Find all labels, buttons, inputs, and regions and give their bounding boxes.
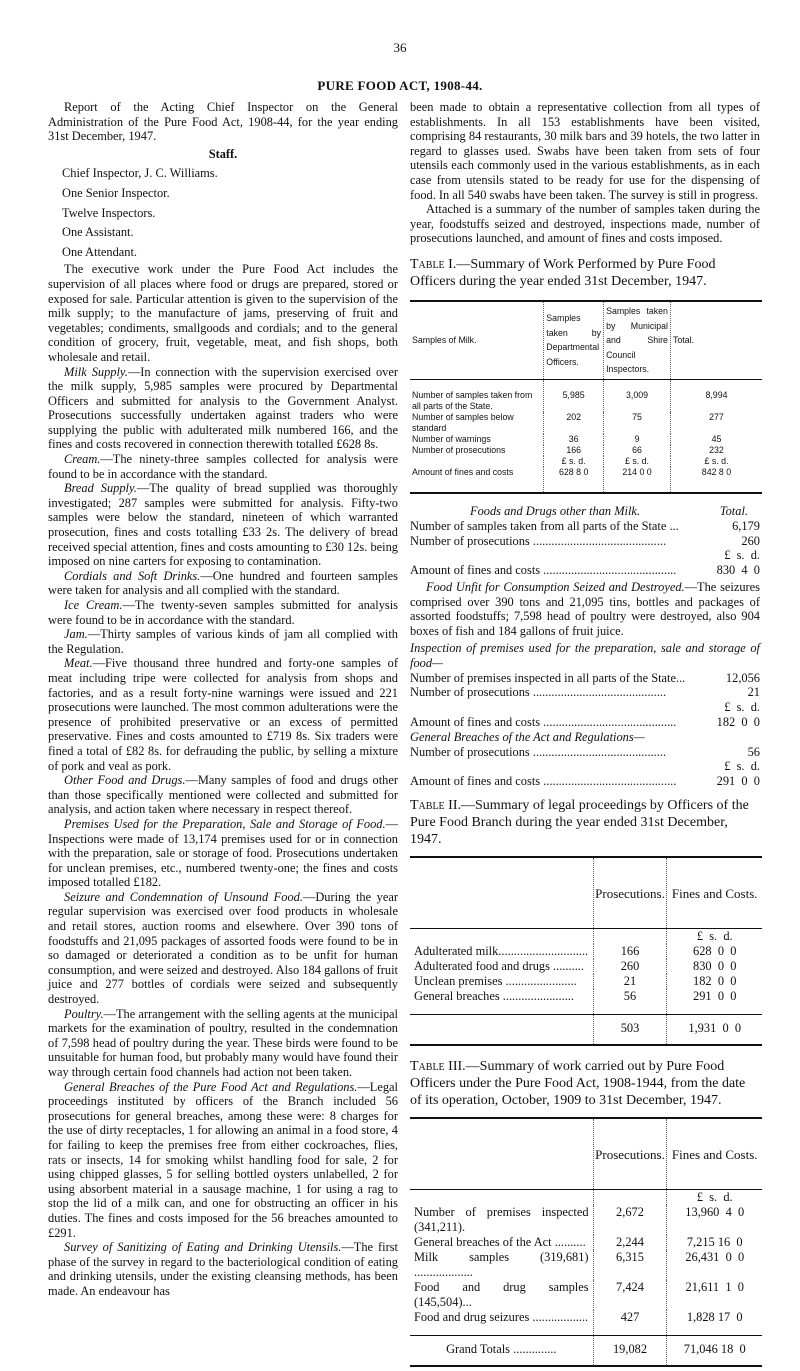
section-text: —Inspections were made of 13,174 premises used for or in connection with the preparation, sale or storage of food. Prosecutions undertaken for unclean premises, etc., numbered twenty-one; the fines and costs imposed totalled £182. <box>48 816 398 890</box>
table3-header <box>410 1118 593 1190</box>
inspection-value: 182 0 0 <box>716 715 760 730</box>
table2-cell: Adulterated food and drugs .......... <box>414 959 584 974</box>
table3-cell: General breaches of the Act .......... <box>414 1235 586 1250</box>
table2-row <box>410 989 762 1015</box>
general-value: £ s. d. <box>724 759 760 774</box>
table1-cell: Number of warnings <box>412 433 491 444</box>
section-text: —In connection with the supervision exercised over the milk supply, 5,985 samples were procured by Departmental Officers and submitted for analysis to the Government Analyst. Prosecutions successfully undertaken against traders who were supplying the public with adulterated milk numbered 166, and the fines and costs recovered in connection therewith totalled £628 8s. <box>48 364 398 452</box>
table2-cell: 291 0 0 <box>667 989 762 1015</box>
table3-cell: Food and drug seizures .................. <box>414 1310 589 1325</box>
executive-paragraph: The executive work under the Pure Food Act includes the supervision of all places where food or drugs are prepared, stored or exposed for sale. Particular attention is given to the supervision of the milk supply; to the manufacture of jams, preserving of fruit and vegetables; condiments, smallgoods and cordials; and to the general condition of grocery, fruit, vegetable, meat, and fish shops, both wholesale and retail. <box>48 262 398 364</box>
table2-label: Table II. <box>410 798 461 814</box>
survey-continuation: been made to obtain a representative collection from all types of establishments. In all 153 establishments have been visited, comprising 84 restaurants, 30 milk bars and 39 hotels, the two latter in regard to glasses used. Swabs have been taken from sets of four utensils each commonly used in the various establishments, as in each case from utensils stated to be ready for use for the dispensing of food. In all 540 swabs have been taken. The survey is still in progress. <box>410 100 760 202</box>
inspection-heading-text: Inspection of premises used for the preparation, sale and storage of food— <box>410 641 760 670</box>
report-section <box>48 481 398 569</box>
staff-heading: Staff. <box>208 146 238 161</box>
table1-milk-samples <box>410 300 762 494</box>
general-value: 291 0 0 <box>716 774 760 789</box>
table2-currency-row <box>410 929 762 945</box>
foods-value: 830 4 0 <box>716 563 760 578</box>
table2-cell: General breaches ....................... <box>414 989 574 1004</box>
table1-cell: £ s. d. <box>544 456 604 467</box>
foods-line <box>410 519 760 534</box>
table1-cell: 842 8 0 <box>670 467 762 493</box>
total-label: Total. <box>719 503 748 518</box>
section-text: —Legal proceedings instituted by officers of the Branch included 56 prosecutions for general breaches, among these were: 8 charges for the use of dirty receptacles, 1 for allowing an animal in a food store, 4 for failing to keep the premises free from either cockroaches, flies, rats or insects, 14 for smoking whilst handling food for sale, 2 for using chipped glasses, 5 for selling bottled oysters unlabelled, 2 for using absorbent material in a sausage machine, 1 for using a rag to stop the lid of a milk can, and one for obstructing an officer in his duties. The fines and costs imposed for the 56 breaches amounted to £291. <box>48 1079 398 1240</box>
section-text: —Many samples of food and drugs other than those specifically mentioned were collected and submitted for analysis, and action taken where necessary in respect thereof. <box>48 773 398 817</box>
table1-cell: Amount of fines and costs <box>412 466 514 477</box>
table3-label: Table III. <box>410 1059 466 1075</box>
table3-total-cell: Grand Totals .............. <box>410 1336 593 1367</box>
table2-header: Prosecutions. <box>593 857 667 929</box>
table2-row <box>410 974 762 989</box>
table1-row <box>410 445 762 456</box>
general-breaches-heading <box>410 730 760 745</box>
table1-cell: Number of prosecutions <box>412 444 506 455</box>
table3-cell: 2,672 <box>593 1205 667 1235</box>
section-heading: Cordials and Soft Drinks. <box>64 568 201 583</box>
table2-legal-proceedings <box>410 856 762 1046</box>
table3-row <box>410 1310 762 1336</box>
report-section <box>48 598 398 627</box>
table1-cell: 232 <box>670 445 762 456</box>
section-heading: Other Food and Drugs. <box>64 773 186 788</box>
table2-row <box>410 944 762 959</box>
table1-label: Table I. <box>410 256 457 272</box>
section-text: —Five thousand three hundred and forty-one samples of meat including tripe were collected for analysis from shops and factories, and as a result forty-nine warnings were issued and 221 prosecutions were launched. The most common adulterations were the presence of prohibited preservative or an excess of permitted preservative. Fines and costs amounted to £719 8s. Six traders were fined a total of £82 8s. for defrauding the public, by selling a mixture of pork and veal as pork. <box>48 656 398 773</box>
table3-cell <box>593 1190 667 1206</box>
right-column <box>410 100 760 1367</box>
table3-currency: £ s. d. <box>667 1190 762 1206</box>
table3-row <box>410 1280 762 1310</box>
table2-total-row <box>410 1015 762 1046</box>
staff-line: One Senior Inspector. <box>62 185 170 200</box>
table3-cell: 21,611 1 0 <box>667 1280 762 1310</box>
report-section <box>48 365 398 453</box>
report-section <box>48 452 398 481</box>
staff-line: One Attendant. <box>62 244 138 259</box>
table1-cell: Number of samples taken from all parts of the State. <box>412 389 533 411</box>
inspection-line <box>410 715 760 730</box>
table2-total-cell: 1,931 0 0 <box>667 1015 762 1046</box>
report-section <box>48 890 398 1007</box>
table2-row <box>410 959 762 974</box>
table1-cell: 5,985 <box>544 379 604 412</box>
inspection-value: 12,056 <box>725 670 760 685</box>
table1-cell: 202 <box>544 412 604 434</box>
table2-total-cell <box>410 1015 593 1046</box>
section-text: —The quality of bread supplied was thoroughly investigated; 287 samples were submitted for analysis. Fifty-two samples were below the standard, nineteen of which warranted prosecution, fines and costs totalling £33 2s. The delivery of bread received special attention, fines and costs amounting to £30 12s. being imposed on nine carters for exposing to contamination. <box>48 481 398 569</box>
section-heading: Survey of Sanitizing of Eating and Drinking Utensils. <box>64 1240 342 1255</box>
table3-total-cell: 19,082 <box>593 1336 667 1367</box>
table1-row <box>410 434 762 445</box>
section-heading: Seizure and Condemnation of Unsound Food. <box>64 889 303 904</box>
table2-cell: 56 <box>593 989 667 1015</box>
table1-cell: 9 <box>604 434 671 445</box>
table3-work-summary <box>410 1117 762 1367</box>
inspection-label: Number of prosecutions ........................................... <box>410 685 667 700</box>
table3-cell: Food and drug samples (145,504)... <box>414 1280 589 1310</box>
table1-cell: 214 0 0 <box>604 467 671 493</box>
table1-cell: Number of samples below standard <box>412 411 514 433</box>
section-heading: Jam. <box>64 627 88 642</box>
section-heading: Cream. <box>64 452 101 467</box>
inspection-label: Amount of fines and costs ........................................... <box>410 715 677 730</box>
table3-cell: Milk samples (319,681) ................... <box>414 1250 589 1280</box>
table3-currency-row <box>410 1190 762 1206</box>
table2-total-cell: 503 <box>593 1015 667 1046</box>
report-sections <box>48 365 398 1299</box>
table1-cell: 628 8 0 <box>544 467 604 493</box>
table3-total-cell: 71,046 18 0 <box>667 1336 762 1367</box>
foods-line <box>410 534 760 549</box>
table2-header <box>410 857 593 929</box>
foods-drugs-heading: Foods and Drugs other than Milk. <box>470 503 641 518</box>
foods-line <box>410 548 760 563</box>
foods-line <box>410 563 760 578</box>
table1-row <box>410 456 762 467</box>
table1-title: —Summary of Work Performed by Pure Food Officers during the year ended 31st December, 1947. <box>410 256 716 289</box>
report-section <box>48 773 398 817</box>
table1-cell: 277 <box>670 412 762 434</box>
table1-cell: £ s. d. <box>604 456 671 467</box>
section-heading: Milk Supply. <box>64 364 128 379</box>
table3-cell: Number of premises inspected (341,211). <box>414 1205 589 1235</box>
staff-line: Twelve Inspectors. <box>62 205 156 220</box>
table3-cell: 26,431 0 0 <box>667 1250 762 1280</box>
table1-cell: 8,994 <box>670 379 762 412</box>
table2-cell: 830 0 0 <box>667 959 762 974</box>
section-heading: General Breaches of the Pure Food Act and Regulations. <box>64 1079 358 1094</box>
table1-header: Total. <box>670 301 762 379</box>
table1-cell: 66 <box>604 445 671 456</box>
staff-line: One Assistant. <box>62 225 134 240</box>
table3-cell: 6,315 <box>593 1250 667 1280</box>
page-header: PURE FOOD ACT, 1908-44. <box>317 78 483 93</box>
general-line <box>410 759 760 774</box>
section-text: —The first phase of the survey in regard to the bacteriological condition of eating and drinking utensils, under the existing cleansing methods, has been made. An endeavour has <box>48 1240 398 1298</box>
report-section <box>48 1007 398 1080</box>
general-line <box>410 745 760 760</box>
table2-cell: 21 <box>593 974 667 989</box>
table3-cell: 7,424 <box>593 1280 667 1310</box>
report-section <box>48 1240 398 1298</box>
foods-label: Amount of fines and costs ........................................... <box>410 563 677 578</box>
table3-row <box>410 1235 762 1250</box>
table2-cell: 260 <box>593 959 667 974</box>
table2-header: Fines and Costs. <box>667 857 762 929</box>
summary-intro: Attached is a summary of the number of samples taken during the year, foodstuffs seized and destroyed, inspections made, number of prosecutions launched, and amount of fines and costs imposed. <box>410 202 760 246</box>
report-section <box>48 656 398 773</box>
table2-cell: 628 0 0 <box>667 944 762 959</box>
table1-cell: £ s. d. <box>670 456 762 467</box>
general-label: Number of prosecutions ........................................... <box>410 744 667 759</box>
table3-title: —Summary of work carried out by Pure Food Officers under the Pure Food Act, 1908-1944, from the date of its operation, October, 1909 to 31st December, 1947. <box>410 1059 746 1109</box>
report-section <box>48 1080 398 1241</box>
unfit-food-paragraph <box>410 580 760 639</box>
table1-header: Samples taken by Departmental Officers. <box>544 301 604 379</box>
table3-header: Prosecutions. <box>593 1118 667 1190</box>
table3-cell: 1,828 17 0 <box>667 1310 762 1336</box>
report-section <box>48 817 398 890</box>
general-line <box>410 774 760 789</box>
table2-cell <box>410 929 593 945</box>
table2-caption <box>410 797 760 848</box>
table1-row <box>410 379 762 412</box>
section-text: —One hundred and fourteen samples were taken for analysis and all complied with the standard. <box>48 568 398 598</box>
table3-cell: 427 <box>593 1310 667 1336</box>
table1-row <box>410 467 762 493</box>
table1-cell: 36 <box>544 434 604 445</box>
left-column <box>48 100 398 1299</box>
general-heading-text: General Breaches of the Act and Regulations— <box>410 729 645 744</box>
inspection-heading <box>410 641 760 671</box>
table3-cell <box>410 1190 593 1206</box>
section-heading: Poultry. <box>64 1006 104 1021</box>
inspection-value: £ s. d. <box>724 700 760 715</box>
foods-value: 6,179 <box>732 518 760 533</box>
foods-label: Number of prosecutions ........................................... <box>410 533 667 548</box>
inspection-line <box>410 700 760 715</box>
unfit-text: —The seizures comprised over 390 tons and 21,095 tins, bottles and packages of assorted foodstuffs; 7,598 head of poultry were destroyed, also 904 boxes of fish and 184 gallons of fruit juice. <box>410 579 760 639</box>
table3-header: Fines and Costs. <box>667 1118 762 1190</box>
table3-cell: 2,244 <box>593 1235 667 1250</box>
report-section <box>48 627 398 656</box>
inspection-line <box>410 685 760 700</box>
inspection-line <box>410 671 760 686</box>
report-section <box>48 569 398 598</box>
foods-value: £ s. d. <box>724 548 760 563</box>
foods-value: 260 <box>741 533 760 548</box>
table2-cell <box>593 929 667 945</box>
page-number: 36 <box>393 40 407 55</box>
section-text: —During the year regular supervision was exercised over food products in wholesale and retail stores, auction rooms and elsewhere. Over 390 tons of foodstuffs and 21,095 packages of assorted foods were found to be in so damaged or deteriorated a condition as to be unfit for human consumption, and were seized and destroyed. Also 184 gallons of fruit juice and 277 bottles of cordials were seized and subsequently destroyed. <box>48 889 398 1007</box>
table1-row <box>410 412 762 434</box>
table1-header: Samples taken by Municipal and Shire Council Inspectors. <box>604 301 671 379</box>
table2-cell: 182 0 0 <box>667 974 762 989</box>
table2-currency: £ s. d. <box>667 929 762 945</box>
section-text: —The twenty-seven samples submitted for analysis were found to be in accordance with the standard. <box>48 598 398 627</box>
section-text: —Thirty samples of various kinds of jam all complied with the Regulation. <box>48 627 398 656</box>
table3-total-row <box>410 1336 762 1367</box>
general-value: 56 <box>747 744 760 759</box>
section-text: —The ninety-three samples collected for analysis were found to be in accordance with the standard. <box>48 452 398 481</box>
table3-caption <box>410 1058 760 1109</box>
table3-cell: 7,215 16 0 <box>667 1235 762 1250</box>
inspection-label: Number of premises inspected in all parts of the State... <box>410 670 686 685</box>
table3-cell: 13,960 4 0 <box>667 1205 762 1235</box>
table2-cell: Adulterated milk............................. <box>414 944 589 959</box>
unfit-heading: Food Unfit for Consumption Seized and Destroyed. <box>426 579 685 594</box>
staff-line: Chief Inspector, J. C. Williams. <box>62 166 218 181</box>
section-heading: Bread Supply. <box>64 481 137 496</box>
table2-cell: 166 <box>593 944 667 959</box>
section-heading: Meat. <box>64 656 93 671</box>
inspection-value: 21 <box>747 685 760 700</box>
foods-drugs-summary <box>410 504 760 578</box>
section-heading: Premises Used for the Preparation, Sale and Storage of Food. <box>64 816 386 831</box>
foods-label: Number of samples taken from all parts of the State ... <box>410 518 679 533</box>
table1-cell: 45 <box>670 434 762 445</box>
table1-caption <box>410 256 760 290</box>
table1-cell <box>410 456 544 467</box>
general-label: Amount of fines and costs ........................................... <box>410 774 677 789</box>
table3-row <box>410 1250 762 1280</box>
table1-header: Samples of Milk. <box>410 301 544 379</box>
section-heading: Ice Cream. <box>64 598 123 612</box>
table2-cell: Unclean premises ....................... <box>414 974 577 989</box>
table1-cell: 3,009 <box>604 379 671 412</box>
table1-cell: 75 <box>604 412 671 434</box>
table2-title: —Summary of legal proceedings by Officers of the Pure Food Branch during the year ended 31st December, 1947. <box>410 798 749 848</box>
report-intro: Report of the Acting Chief Inspector on the General Administration of the Pure Food Act, 1908-44, for the year ending 31st December, 1947. <box>48 100 398 144</box>
section-text: —The arrangement with the selling agents at the municipal markets for the examination of poultry, resulted in the condemnation of 7,598 head of poultry during the year. These birds were found to be unsuitable for human food, but probably many would have found their way through certain food channels had action not been taken. <box>48 1006 398 1079</box>
table1-cell: 166 <box>544 445 604 456</box>
table3-row <box>410 1205 762 1235</box>
